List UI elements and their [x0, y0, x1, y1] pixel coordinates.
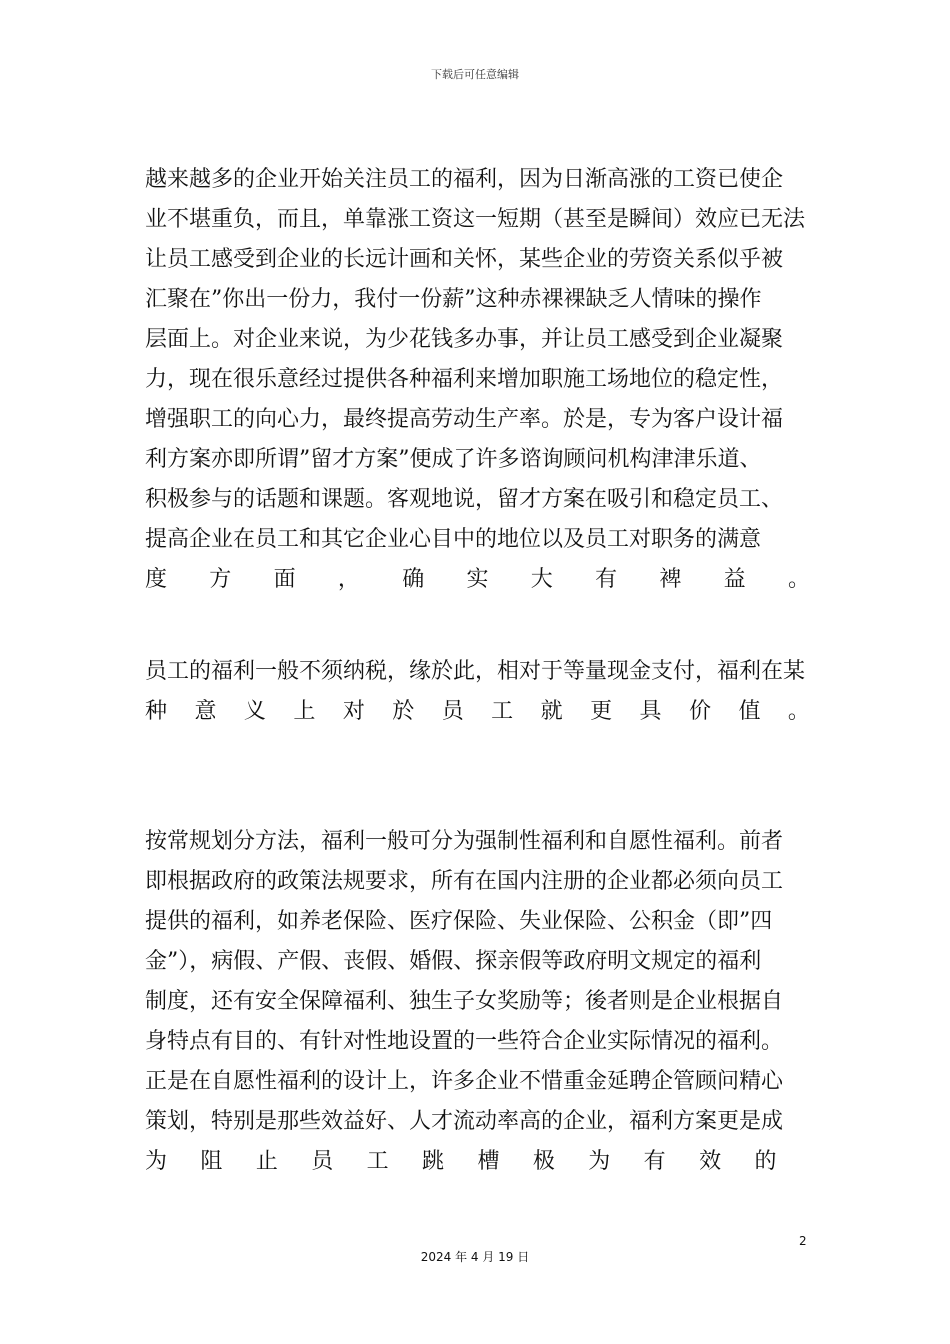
- document-body: [145, 160, 810, 1220]
- char: 的: [754, 1149, 777, 1174]
- char: 有: [595, 567, 618, 592]
- char: ，: [337, 567, 360, 592]
- char: 为: [588, 1149, 611, 1174]
- char: 意: [194, 699, 217, 724]
- char: 确: [402, 567, 425, 592]
- char: 价: [688, 699, 711, 724]
- text-line: 利方案亦即所谓”留才方案”便成了许多谘询顾问机构津津乐道、: [145, 447, 762, 472]
- text-line: 提供的福利，如养老保险、医疗保险、失业保险、公积金（即”四: [145, 909, 773, 934]
- char: 阻: [200, 1149, 223, 1174]
- text-line: 汇聚在”你出一份力，我付一份薪”这种赤裸裸缺乏人情味的操作: [145, 287, 762, 312]
- justified-line: [145, 692, 810, 732]
- char: 槽: [477, 1149, 500, 1174]
- text-line: 增强职工的向心力，最终提高劳动生产率。於是，专为客户设计福: [145, 407, 784, 432]
- paragraph-3: [145, 822, 810, 1182]
- char: 。: [787, 567, 810, 592]
- text-line: 业不堪重负，而且，单靠涨工资这一短期（甚至是瞬间）效应已无法: [145, 207, 806, 232]
- page-footer-date: 2024 年 4 月 19 日: [420, 1250, 530, 1264]
- text-line: 正是在自愿性福利的设计上，许多企业不惜重金延聘企管顾问精心: [145, 1069, 784, 1094]
- char: 为: [145, 1149, 168, 1174]
- paragraph-1: [145, 160, 810, 600]
- text-line: 策划，特别是那些效益好、人才流动率高的企业，福利方案更是成: [145, 1109, 784, 1134]
- text-line: 制度，还有安全保障福利、独生子女奖励等；後者则是企业根据自: [145, 989, 784, 1014]
- justified-line: [145, 560, 810, 600]
- text-line: 让员工感受到企业的长远计画和关怀，某些企业的劳资关系似乎被: [145, 247, 784, 272]
- char: 效: [699, 1149, 722, 1174]
- text-line: 即根据政府的政策法规要求，所有在国内注册的企业都必须向员工: [145, 869, 784, 894]
- text-line: 力，现在很乐意经过提供各种福利来增加职施工场地位的稳定性，: [145, 367, 784, 392]
- char: 种: [145, 699, 168, 724]
- text-line: 越来越多的企业开始关注员工的福利，因为日渐高涨的工资已使企: [145, 167, 784, 192]
- char: 值: [738, 699, 761, 724]
- char: 上: [293, 699, 316, 724]
- char: 更: [590, 699, 613, 724]
- justified-line: [145, 1142, 810, 1182]
- text-line: 提高企业在员工和其它企业心目中的地位以及员工对职务的满意: [145, 527, 762, 552]
- char: 止: [255, 1149, 278, 1174]
- char: 对: [342, 699, 365, 724]
- page-number: 2: [799, 1234, 807, 1248]
- paragraph-2: [145, 652, 810, 732]
- char: 具: [639, 699, 662, 724]
- char: 益: [723, 567, 746, 592]
- char: 有: [643, 1149, 666, 1174]
- char: 大: [530, 567, 553, 592]
- page-header: 下载后可任意编辑: [431, 68, 519, 81]
- char: 度: [145, 567, 168, 592]
- char: 就: [540, 699, 563, 724]
- char: 。: [787, 699, 810, 724]
- char: 工: [491, 699, 514, 724]
- char: 於: [392, 699, 415, 724]
- text-line: 层面上。对企业来说，为少花钱多办事，并让员工感受到企业凝聚: [145, 327, 784, 352]
- text-line: 按常规划分方法，福利一般可分为强制性福利和自愿性福利。前者: [145, 829, 784, 854]
- char: 跳: [422, 1149, 445, 1174]
- char: 员: [311, 1149, 334, 1174]
- char: 裨: [659, 567, 682, 592]
- text-line: 员工的福利一般不须纳税，缘於此，相对于等量现金支付，福利在某: [145, 659, 806, 684]
- char: 义: [243, 699, 266, 724]
- text-line: 身特点有目的、有针对性地设置的一些符合企业实际情况的福利。: [145, 1029, 784, 1054]
- char: 实: [466, 567, 489, 592]
- text-line: 积极参与的话题和课题。客观地说，留才方案在吸引和稳定员工、: [145, 487, 784, 512]
- text-line: 金”），病假、产假、丧假、婚假、探亲假等政府明文规定的福利: [145, 949, 762, 974]
- char: 员: [441, 699, 464, 724]
- char: 方: [209, 567, 232, 592]
- char: 面: [273, 567, 296, 592]
- char: 工: [366, 1149, 389, 1174]
- char: 极: [532, 1149, 555, 1174]
